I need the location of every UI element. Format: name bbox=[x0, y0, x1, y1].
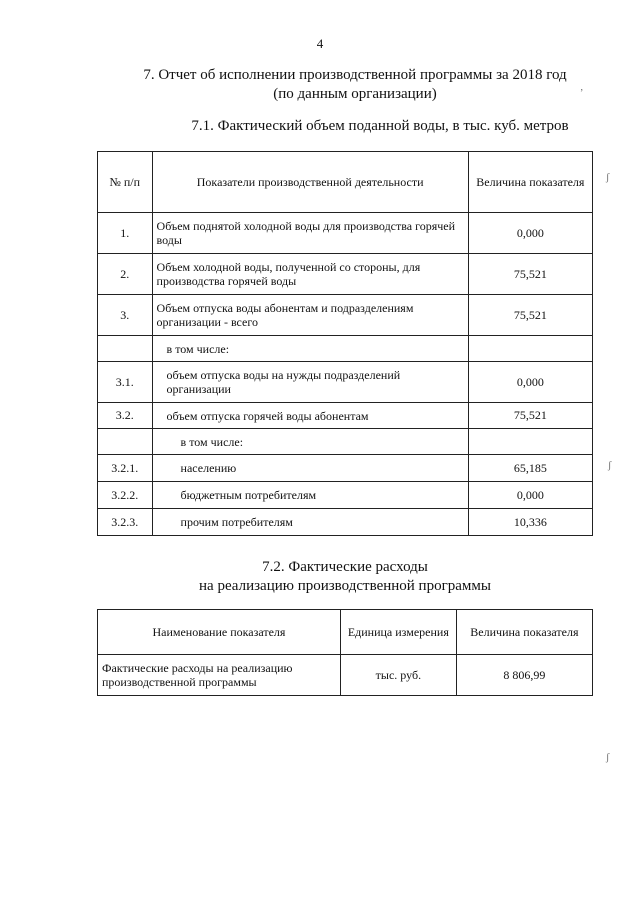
table-row bbox=[98, 509, 593, 536]
scan-mark: ʼ bbox=[580, 88, 584, 99]
scan-mark: ʃ bbox=[608, 460, 612, 471]
section-7-1-title: 7.1. Фактический объем поданной воды, в тыс. куб. метров bbox=[191, 118, 569, 134]
header-value: Величина показателя bbox=[468, 152, 592, 213]
section-7-2-title-line1: 7.2. Фактические расходы bbox=[262, 559, 428, 575]
row-num: 2. bbox=[98, 254, 153, 295]
row-unit: тыс. руб. bbox=[340, 655, 456, 696]
row-num: 3. bbox=[98, 295, 153, 336]
header-unit: Единица измерения bbox=[340, 610, 456, 655]
table-row bbox=[98, 213, 593, 254]
table-row bbox=[98, 429, 593, 455]
scan-mark: ʃ bbox=[606, 172, 610, 183]
row-num: 3.2.3. bbox=[98, 509, 153, 536]
row-value: 0,000 bbox=[468, 362, 592, 403]
header-num: № п/п bbox=[98, 152, 153, 213]
row-name: в том числе: bbox=[152, 429, 468, 455]
row-name: в том числе: bbox=[152, 336, 468, 362]
table-header-row bbox=[98, 152, 593, 213]
row-name: Объем отпуска воды абонентам и подразделениям организации - всего bbox=[152, 295, 468, 336]
row-num: 3.2.2. bbox=[98, 482, 153, 509]
header-value: Величина показателя bbox=[456, 610, 592, 655]
table-row bbox=[98, 295, 593, 336]
row-name: Фактические расходы на реализацию производственной программы bbox=[98, 655, 341, 696]
row-num bbox=[98, 429, 153, 455]
table-row bbox=[98, 403, 593, 429]
table-row bbox=[98, 336, 593, 362]
row-value bbox=[468, 336, 592, 362]
row-name: прочим потребителям bbox=[152, 509, 468, 536]
section-7-2-title-line2: на реализацию производственной программы bbox=[199, 578, 491, 594]
section-7-title-line2: (по данным организации) bbox=[273, 86, 437, 102]
row-name: объем отпуска воды на нужды подразделений организации bbox=[152, 362, 468, 403]
row-name: Объем холодной воды, полученной со стороны, для производства горячей воды bbox=[152, 254, 468, 295]
section-7-title-line1: 7. Отчет об исполнении производственной программы за 2018 год bbox=[143, 67, 567, 83]
row-num: 3.1. bbox=[98, 362, 153, 403]
row-value: 65,185 bbox=[468, 455, 592, 482]
row-name: Объем поднятой холодной воды для производства горячей воды bbox=[152, 213, 468, 254]
page-number: 4 bbox=[316, 36, 324, 51]
row-name: бюджетным потребителям bbox=[152, 482, 468, 509]
row-name: населению bbox=[152, 455, 468, 482]
expenses-table bbox=[97, 609, 593, 696]
section-7-title bbox=[120, 66, 590, 104]
row-value: 10,336 bbox=[468, 509, 592, 536]
row-value: 8 806,99 bbox=[456, 655, 592, 696]
row-value bbox=[468, 429, 592, 455]
table-row bbox=[98, 655, 593, 696]
table-row bbox=[98, 455, 593, 482]
table-row bbox=[98, 362, 593, 403]
table-row bbox=[98, 254, 593, 295]
row-num bbox=[98, 336, 153, 362]
header-name: Наименование показателя bbox=[98, 610, 341, 655]
header-name: Показатели производственной деятельности bbox=[152, 152, 468, 213]
section-7-2-title bbox=[97, 558, 593, 596]
row-value: 75,521 bbox=[468, 254, 592, 295]
row-value: 0,000 bbox=[468, 482, 592, 509]
row-num: 3.2. bbox=[98, 403, 153, 429]
table-row bbox=[98, 482, 593, 509]
row-num: 1. bbox=[98, 213, 153, 254]
row-value: 75,521 bbox=[468, 403, 592, 429]
row-num: 3.2.1. bbox=[98, 455, 153, 482]
table-header-row bbox=[98, 610, 593, 655]
scan-mark: ʃ bbox=[606, 752, 610, 763]
water-volume-table bbox=[97, 151, 593, 536]
row-value: 0,000 bbox=[468, 213, 592, 254]
row-value: 75,521 bbox=[468, 295, 592, 336]
row-name: объем отпуска горячей воды абонентам bbox=[152, 403, 468, 429]
